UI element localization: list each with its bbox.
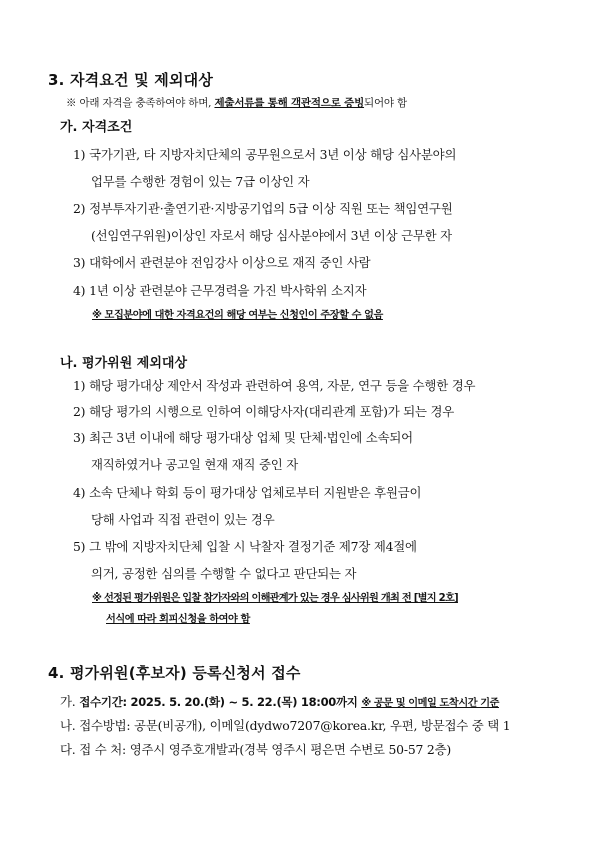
na-note-line1: ※ 선정된 평가위원은 입찰 참가자와의 이해관계가 있는 경우 심사위원 개최 전 [별지 2호] bbox=[92, 593, 458, 604]
ga-item-4-num: 4) bbox=[73, 283, 86, 298]
ga-item-1 bbox=[73, 149, 456, 161]
ga-item-1-line1: 국가기관, 타 지방자치단체의 공무원으로서 3년 이상 해당 심사분야의 bbox=[89, 147, 457, 162]
ga-item-2-line2: (선임연구위원)이상인 자로서 해당 심사분야에서 3년 이상 근무한 자 bbox=[91, 228, 452, 243]
row-1-prefix: 가. bbox=[60, 694, 76, 709]
section-4-row-3 bbox=[60, 744, 451, 756]
note-mark: ※ bbox=[66, 97, 77, 109]
na-item-5-num: 5) bbox=[73, 539, 86, 554]
na-item-3-num: 3) bbox=[73, 430, 86, 445]
ga-item-2-num: 2) bbox=[73, 201, 86, 216]
na-item-2-num: 2) bbox=[73, 404, 86, 419]
na-item-4-num: 4) bbox=[73, 485, 86, 500]
section-4-row-1 bbox=[60, 696, 499, 709]
ga-note: ※ 모집분야에 대한 자격요건의 해당 여부는 신청인이 주장할 수 없음 bbox=[92, 310, 383, 321]
na-item-1-num: 1) bbox=[73, 378, 86, 393]
note-post: 되어야 함 bbox=[364, 97, 407, 109]
section-3-note bbox=[66, 98, 407, 109]
ga-item-3-line1: 대학에서 관련분야 전임강사 이상으로 재직 중인 사람 bbox=[89, 255, 371, 270]
ga-item-4-line1: 1년 이상 관련분야 근무경력을 가진 박사학위 소지자 bbox=[89, 283, 367, 298]
na-item-1-line1: 해당 평가대상 제안서 작성과 관련하여 용역, 자문, 연구 등을 수행한 경우 bbox=[89, 378, 476, 393]
na-item-2 bbox=[73, 406, 454, 418]
reception-office: 접 수 처: 영주시 영주호개발과(경북 영주시 평은면 수변로 50-57 2층) bbox=[79, 742, 452, 757]
ga-item-3-num: 3) bbox=[73, 255, 86, 270]
ga-item-2 bbox=[73, 203, 452, 215]
note-pre: 아래 자격을 충족하여야 하며, bbox=[79, 97, 215, 109]
row-3-prefix: 다. bbox=[60, 742, 76, 757]
na-item-4 bbox=[73, 487, 421, 499]
na-item-3 bbox=[73, 432, 413, 444]
na-item-1 bbox=[73, 380, 475, 392]
ga-item-1-num: 1) bbox=[73, 147, 86, 162]
na-item-5 bbox=[73, 541, 417, 553]
section-4-title: 4. 평가위원(후보자) 등록신청서 접수 bbox=[48, 664, 301, 682]
na-item-5-line2: 의거, 공정한 심의를 수행할 수 없다고 판단되는 자 bbox=[91, 566, 357, 581]
row-2-prefix: 나. bbox=[60, 718, 76, 733]
ga-item-4 bbox=[73, 285, 366, 297]
subsection-ga-title: 가. 자격조건 bbox=[60, 120, 133, 135]
note-emphasis: 제출서류를 통해 객관적으로 증빙 bbox=[214, 97, 365, 109]
section-3-title: 3. 자격요건 및 제외대상 bbox=[48, 71, 214, 89]
reception-method: 접수방법: 공문(비공개), 이메일(dydwo7207@korea.kr, 우편, 방문접수 중 택 1 bbox=[79, 718, 511, 733]
ga-item-2-line1: 정부투자기관·출연기관·지방공기업의 5급 이상 직원 또는 책임연구원 bbox=[89, 201, 453, 216]
na-item-3-line2: 재직하였거나 공고일 현재 재직 중인 자 bbox=[91, 457, 299, 472]
na-item-4-line1: 소속 단체나 학회 등이 평가대상 업체로부터 지원받은 후원금이 bbox=[89, 485, 422, 500]
ga-item-3 bbox=[73, 257, 370, 269]
subsection-na-title: 나. 평가위원 제외대상 bbox=[60, 356, 188, 371]
na-item-5-line1: 그 밖에 지방자치단체 입찰 시 낙찰자 결정기준 제7장 제4절에 bbox=[89, 539, 417, 554]
reception-period-note: ※ 공문 및 이메일 도착시간 기준 bbox=[361, 698, 499, 709]
na-note-line2: 서식에 따라 회피신청을 하여야 함 bbox=[106, 614, 250, 625]
reception-period: 접수기간: 2025. 5. 20.(화) ~ 5. 22.(목) 18:00까지 bbox=[79, 695, 358, 709]
section-4-row-2 bbox=[60, 720, 510, 732]
na-item-4-line2: 당해 사업과 직접 관련이 있는 경우 bbox=[91, 512, 275, 527]
na-item-2-line1: 해당 평가의 시행으로 인하여 이해당사자(대리관계 포함)가 되는 경우 bbox=[89, 404, 455, 419]
na-item-3-line1: 최근 3년 이내에 해당 평가대상 업체 및 단체·법인에 소속되어 bbox=[89, 430, 413, 445]
ga-item-1-line2: 업무를 수행한 경험이 있는 7급 이상인 자 bbox=[91, 174, 310, 189]
